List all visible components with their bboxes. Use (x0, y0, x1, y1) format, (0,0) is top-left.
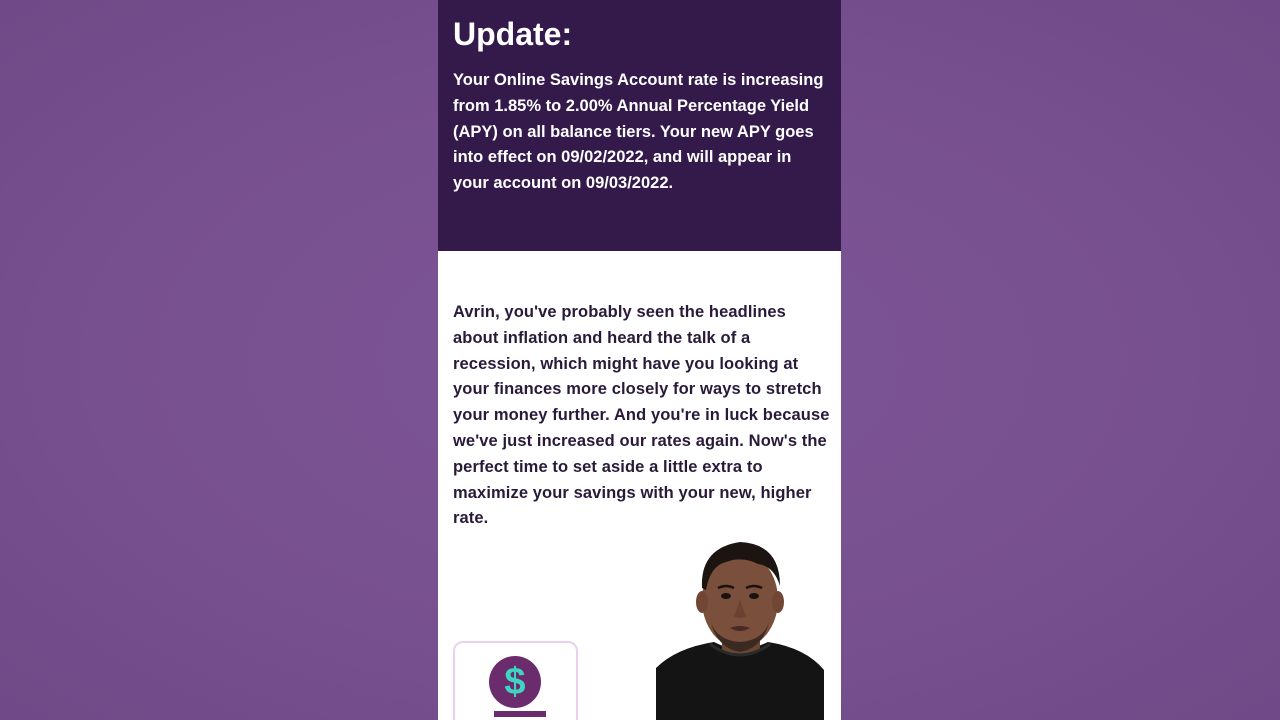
dollar-coin-icon: $ (489, 656, 541, 708)
rate-update-banner (438, 0, 841, 251)
email-content (438, 0, 841, 720)
banner-title: Update: (453, 16, 573, 52)
coin-base (494, 711, 546, 717)
promo-card[interactable] (453, 641, 578, 720)
presenter-illustration (656, 530, 824, 720)
presenter-video-overlay (656, 530, 824, 720)
message-body: Avrin, you've probably seen the headlines about inflation and heard the talk of a recession, which might have you looking at your finances more closely for ways to stretch your money further. And you're in luck because we've just increased our rates again. Now's the perfect time to set aside a little extra to maximize your savings with your new, higher rate. (453, 303, 830, 528)
banner-body: Your Online Savings Account rate is increasing from 1.85% to 2.00% Annual Percentage Yield (APY) on all balance tiers. Your new APY goes into effect on 09/02/2022, and will appear in your account on 09/03/2022. (453, 71, 824, 193)
